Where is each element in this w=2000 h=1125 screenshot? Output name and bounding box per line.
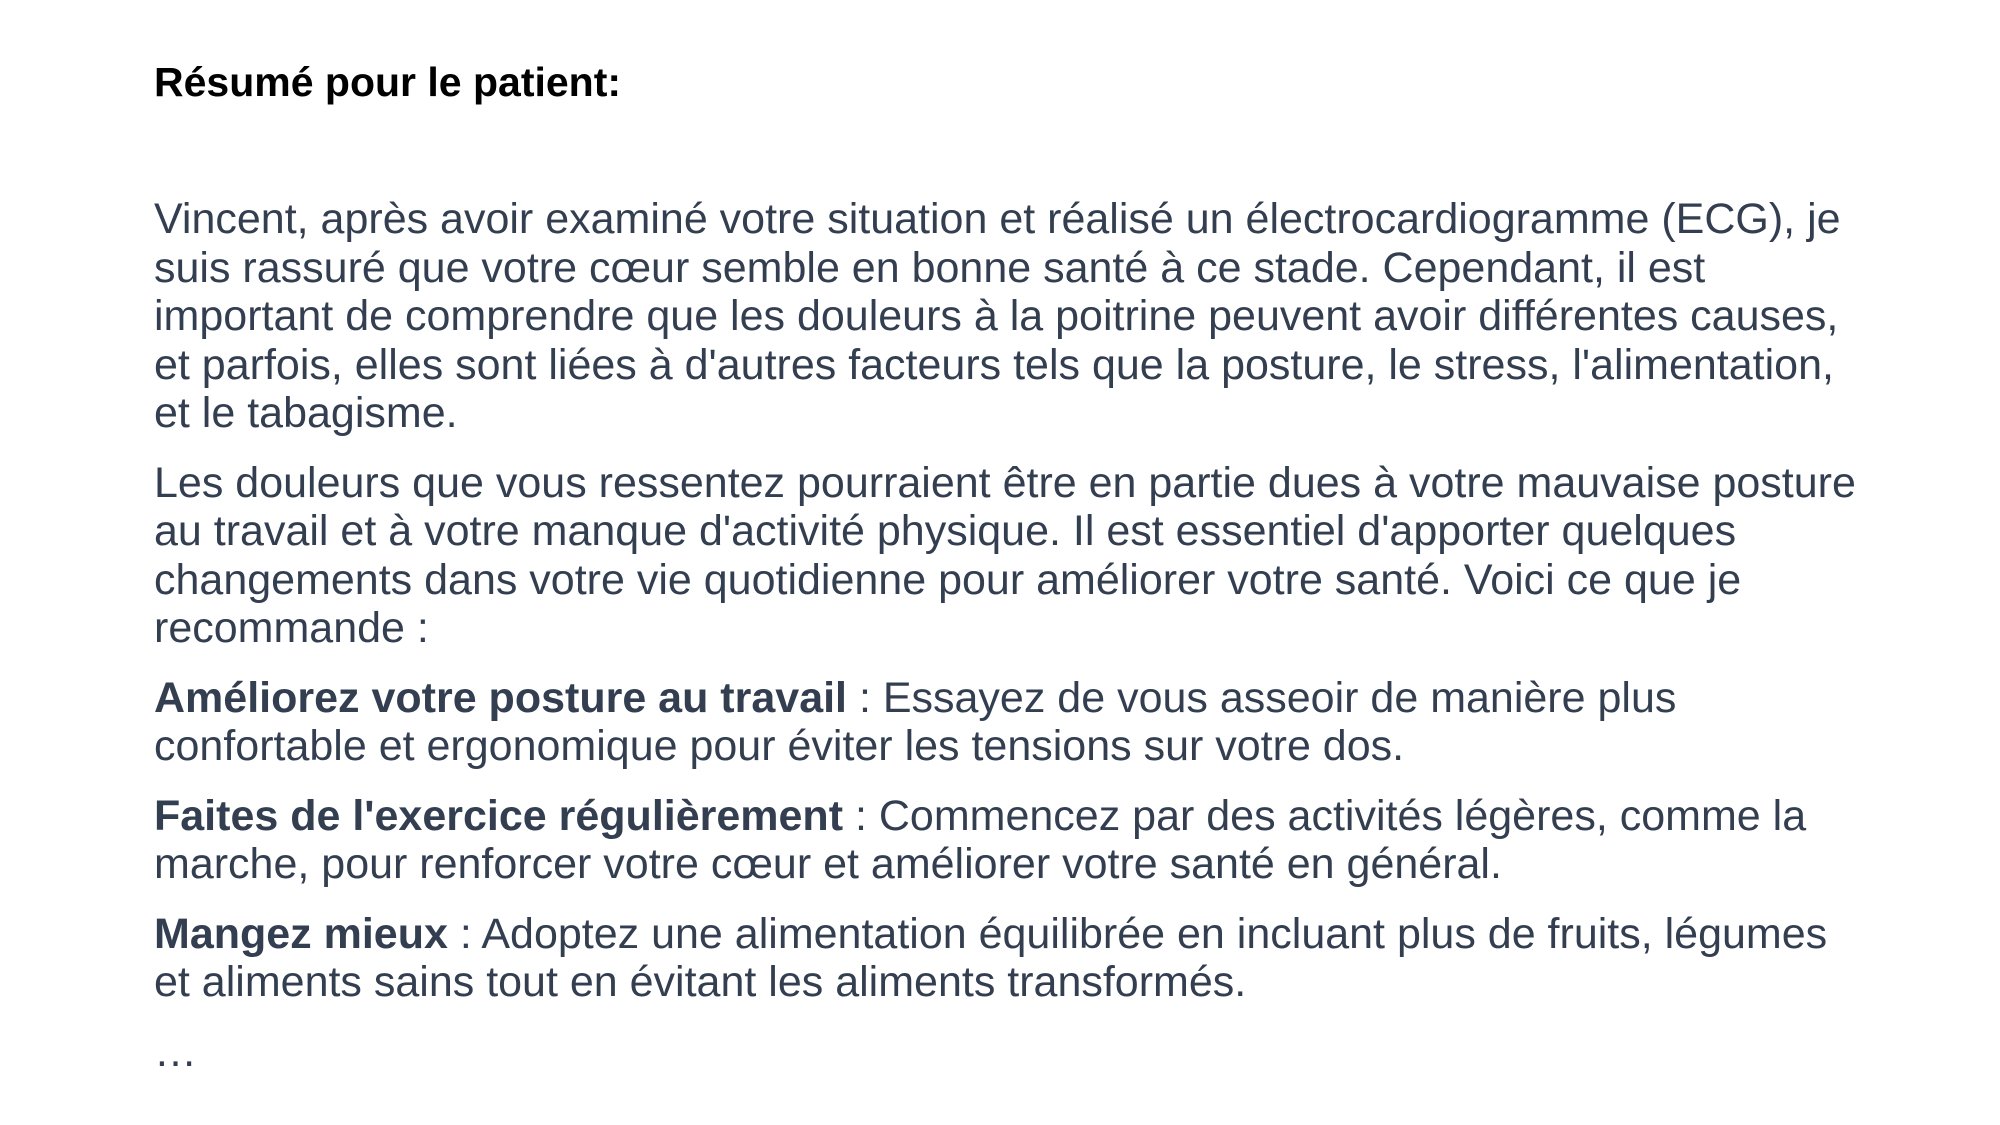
continuation-ellipsis: …	[154, 1027, 197, 1076]
recommendation-text: : Essayez de vous asseoir de manière plus confortable et ergonomique pour éviter les tensions sur votre dos.	[154, 673, 1677, 770]
recommendation-text: : Adoptez une alimentation équilibrée en incluant plus de fruits, légumes et aliments sains tout en évitant les aliments transformés.	[154, 909, 1828, 1006]
page-title: Résumé pour le patient:	[154, 59, 622, 105]
recommendation-heading: Mangez mieux	[154, 909, 448, 958]
recommendation-heading: Améliorez votre posture au travail	[154, 673, 847, 722]
paragraph-intro	[154, 195, 1874, 438]
recommendation-exercise	[154, 792, 1874, 889]
paragraph-text: Vincent, après avoir examiné votre situation et réalisé un électrocardiogramme (ECG), je suis rassuré que votre cœur semble en bonne santé à ce stade. Cependant, il est important de comprendre que les douleurs à la poitrine peuvent avoir différentes causes, et parfois, elles sont liées à d'autres facteurs tels que la posture, le stress, l'alimentation, et le tabagisme.	[154, 195, 1841, 437]
recommendation-heading: Faites de l'exercice régulièrement	[154, 791, 844, 840]
recommendation-text: : Commencez par des activités légères, comme la marche, pour renforcer votre cœur et améliorer votre santé en général.	[154, 791, 1807, 888]
paragraph-causes	[154, 459, 1874, 653]
recommendation-posture	[154, 674, 1874, 771]
summary-body	[154, 195, 1874, 1076]
paragraph-text: Les douleurs que vous ressentez pourraient être en partie dues à votre mauvaise posture au travail et à votre manque d'activité physique. Il est essentiel d'apporter quelques changements dans votre vie quotidienne pour améliorer votre santé. Voici ce que je recommande :	[154, 458, 1856, 652]
recommendation-diet	[154, 910, 1874, 1007]
